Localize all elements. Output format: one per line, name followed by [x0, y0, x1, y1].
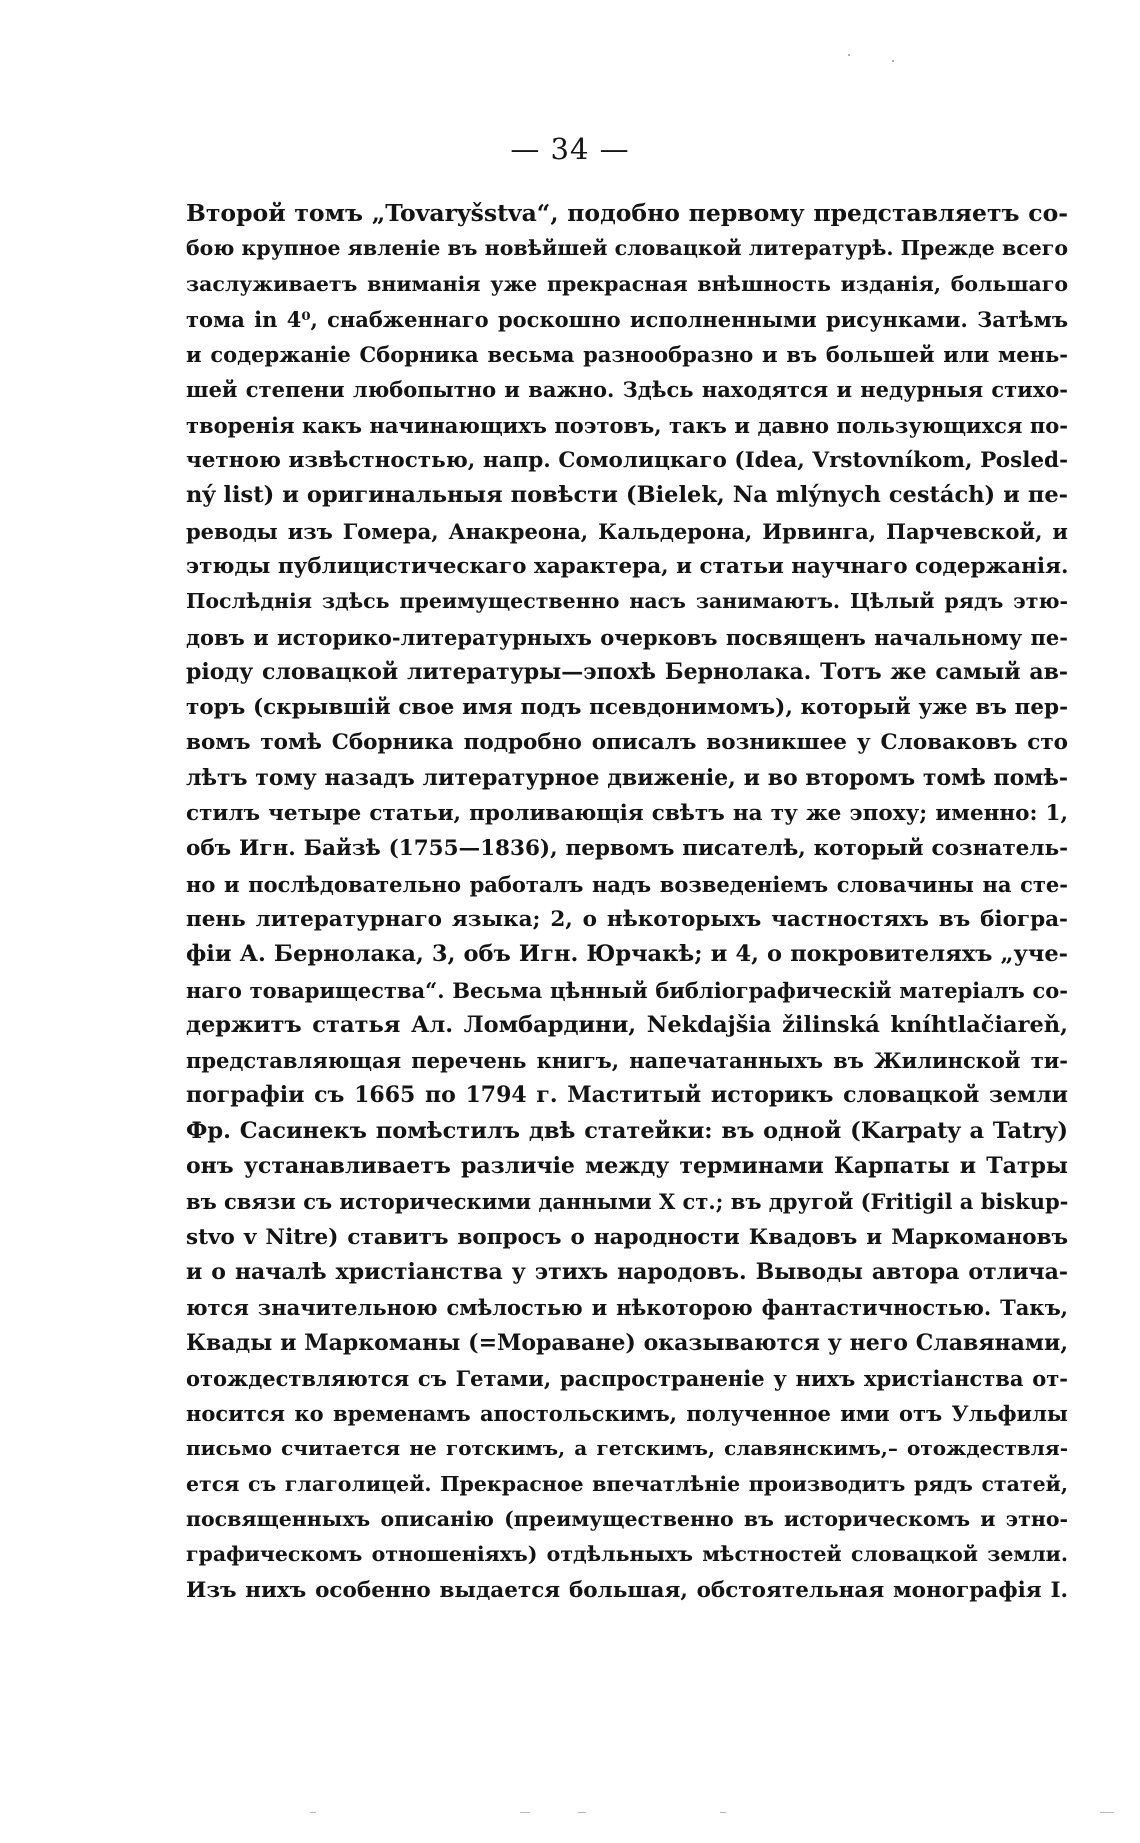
text-line: шей степени любопытно и важно. Здѣсь находятся и недурныя стихо- — [186, 377, 1068, 403]
text-line: реводы изъ Гомера, Анакреона, Кальдерона, Ирвинга, Парчевской, и — [186, 518, 1068, 544]
text-line: Фр. Сасинекъ помѣстилъ двѣ статейки: въ одной (Karpaty a Tatry) — [186, 1117, 1068, 1144]
text-line: но и послѣдовательно работалъ надъ возведеніемъ словачины на сте- — [186, 871, 1068, 897]
text-line: стилъ четыре статьи, проливающія свѣтъ на ту же эпоху; именно: 1, — [186, 801, 1068, 827]
text-line: ется съ глаголицей. Прекрасное впечатлѣніе производитъ рядъ статей, — [186, 1471, 1068, 1496]
text-line: творенія какъ начинающихъ поэтовъ, такъ и давно пользующихся по- — [186, 412, 1068, 438]
text-line: въ связи съ историческими данными X ст.; въ другой (Fritigil a biskup- — [186, 1189, 1068, 1215]
text-line: Второй томъ „Tovaryšstva“, подобно первому представляетъ со- — [186, 199, 1068, 227]
text-line: тома in 4⁰, снабженнаго роскошно исполненными рисунками. Затѣмъ — [186, 306, 1068, 332]
text-line: и о началѣ христіанства у этихъ народовъ. Выводы автора отлича- — [186, 1258, 1068, 1285]
text-line: Изъ нихъ особенно выдается большая, обстоятельная монографія I. — [186, 1577, 1068, 1603]
text-line: лѣтъ тому назадъ литературное движеніе, и во второмъ томѣ помѣ- — [186, 764, 1068, 791]
text-line: графическомъ отношеніяхъ) отдѣльныхъ мѣстностей словацкой земли. — [186, 1542, 1068, 1567]
text-line: ются значительною смѣлостью и нѣкоторою фантастичностью. Такъ, — [186, 1295, 1068, 1321]
scan-mark — [520, 1812, 530, 1813]
text-line: Послѣднія здѣсь преимущественно насъ занимаютъ. Цѣлый рядъ этю- — [186, 589, 1068, 614]
text-line: торъ (скрывшій свое имя подъ псевдонимомъ), который уже въ пер- — [186, 695, 1068, 721]
scan-speck — [848, 54, 850, 56]
text-line: фіи А. Бернолака, 3, объ Игн. Юрчакѣ; и 4, о покровителяхъ „уче- — [186, 941, 1068, 968]
scan-mark — [310, 1812, 316, 1813]
text-line: заслуживаетъ вниманія уже прекрасная внѣшность изданія, большаго — [186, 271, 1068, 296]
page-number: — 34 — — [510, 132, 630, 166]
text-line: объ Игн. Байзѣ (1755—1836), первомъ писателѣ, который сознатель- — [186, 836, 1068, 862]
text-line: представляющая перечень книгъ, напечатанныхъ въ Жилинской ти- — [186, 1048, 1068, 1074]
text-line: Квады и Маркоманы (=Мораване) оказываются у него Славянами, — [186, 1329, 1068, 1356]
text-line: онъ устанавливаетъ различіе между терминами Карпаты и Татры — [186, 1153, 1068, 1180]
scan-mark — [578, 1812, 586, 1813]
text-line: ný list) и оригинальныя повѣсти (Bielek, Na mlýnych cestách) и пе- — [186, 482, 1068, 509]
text-line: довъ и историко-литературныхъ очерковъ посвященъ начальному пе- — [186, 624, 1068, 650]
scan-mark — [720, 1812, 726, 1813]
text-line: четною извѣстностью, напр. Сомолицкаго (Idea, Vrstovníkom, Posled- — [186, 448, 1068, 474]
text-line: посвященныхъ описанію (преимущественно въ историческомъ и этно- — [186, 1506, 1068, 1531]
text-line: бою крупное явленіе въ новѣйшей словацкой литературѣ. Прежде всего — [186, 236, 1068, 261]
text-line: пографіи съ 1665 по 1794 г. Маститый историкъ словацкой земли — [186, 1082, 1068, 1109]
text-line: вомъ томѣ Сборника подробно описалъ возникшее у Словаковъ сто — [186, 730, 1068, 756]
body-text — [186, 196, 1068, 1608]
text-line: отождествляются съ Гетами, распространеніе у нихъ христіанства от- — [186, 1365, 1068, 1391]
text-line: этюды публицистическаго характера, и статьи научнаго содержанія. — [186, 553, 1068, 579]
text-line: stvo v Nitre) ставитъ вопросъ о народности Квадовъ и Маркомановъ — [186, 1224, 1068, 1250]
text-line: держитъ статья Ал. Ломбардини, Nekdajšia žilinská kníhtlačiareň, — [186, 1011, 1068, 1038]
text-line: письмо считается не готскимъ, а гетскимъ, славянскимъ,– отождествля- — [186, 1436, 1068, 1461]
scan-speck — [892, 60, 894, 62]
text-line: и содержаніе Сборника весьма разнообразно и въ большей или мень- — [186, 342, 1068, 368]
text-line: пень литературнаго языка; 2, о нѣкоторыхъ частностяхъ въ біогра- — [186, 906, 1068, 932]
scan-mark — [1100, 1812, 1114, 1813]
text-line: носится ко временамъ апостольскимъ, полученное ими отъ Ульфилы — [186, 1401, 1068, 1427]
text-line: ріоду словацкой литературы—эпохѣ Бернолака. Тотъ же самый ав- — [186, 658, 1068, 685]
text-line: наго товарищества“. Весьма цѣнный библіографическій матеріалъ со- — [186, 977, 1068, 1003]
